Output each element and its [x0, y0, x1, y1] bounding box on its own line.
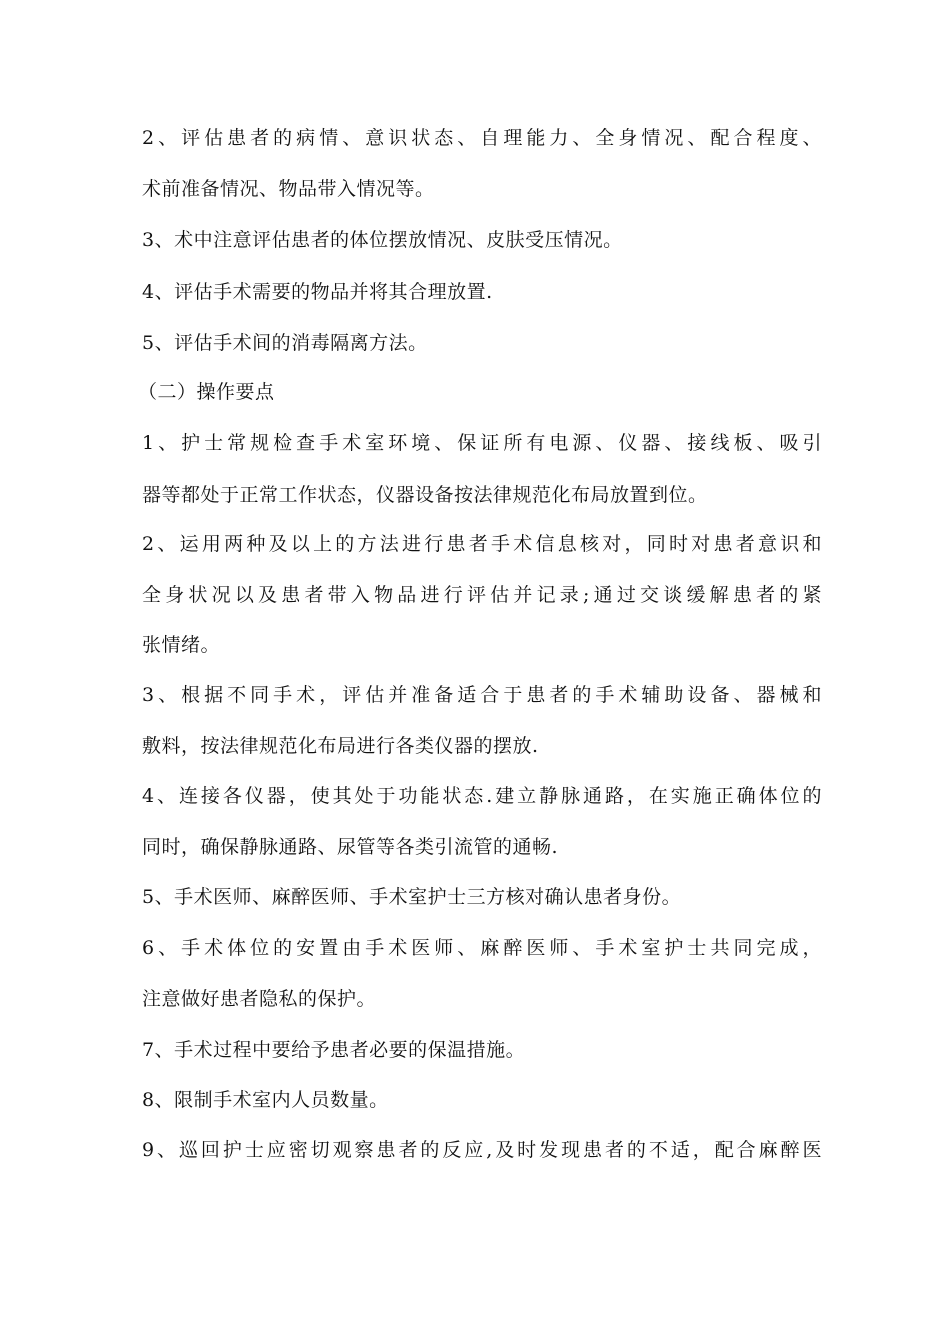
text-line: 术前准备情况、物品带入情况等。 [142, 178, 435, 200]
text-line: 3、根据不同手术，评估并准备适合于患者的手术辅助设备、器械和 [142, 684, 822, 706]
text-line: 4、连接各仪器，使其处于功能状态.建立静脉通路，在实施正确体位的 [142, 785, 822, 807]
text-line: 注意做好患者隐私的保护。 [142, 988, 377, 1010]
text-line: 5、评估手术间的消毒隔离方法。 [142, 332, 428, 354]
text-line: 全身状况以及患者带入物品进行评估并记录;通过交谈缓解患者的紧 [142, 584, 822, 606]
text-line: 1、护士常规检查手术室环境、保证所有电源、仪器、接线板、吸引 [142, 432, 822, 454]
text-line: 3、术中注意评估患者的体位摆放情况、皮肤受压情况。 [142, 229, 623, 251]
text-line: 敷料，按法律规范化布局进行各类仪器的摆放. [142, 735, 539, 757]
text-line: 2、评估患者的病情、意识状态、自理能力、全身情况、配合程度、 [142, 127, 822, 149]
text-line: 9、巡回护士应密切观察患者的反应,及时发现患者的不适，配合麻醉医 [142, 1139, 822, 1161]
text-line: 2、运用两种及以上的方法进行患者手术信息核对，同时对患者意识和 [142, 533, 822, 555]
text-line: 器等都处于正常工作状态，仪器设备按法律规范化布局放置到位。 [142, 484, 708, 506]
text-line: 同时，确保静脉通路、尿管等各类引流管的通畅. [142, 836, 559, 858]
text-line: 4、评估手术需要的物品并将其合理放置. [142, 281, 493, 303]
section-heading: （二）操作要点 [138, 381, 275, 403]
text-line: 5、手术医师、麻醉医师、手术室护士三方核对确认患者身份。 [142, 886, 682, 908]
text-line: 6、手术体位的安置由手术医师、麻醉医师、手术室护士共同完成， [142, 937, 822, 959]
text-line: 8、限制手术室内人员数量。 [142, 1089, 389, 1111]
text-line: 张情绪。 [142, 634, 221, 656]
text-line: 7、手术过程中要给予患者必要的保温措施。 [142, 1039, 526, 1061]
